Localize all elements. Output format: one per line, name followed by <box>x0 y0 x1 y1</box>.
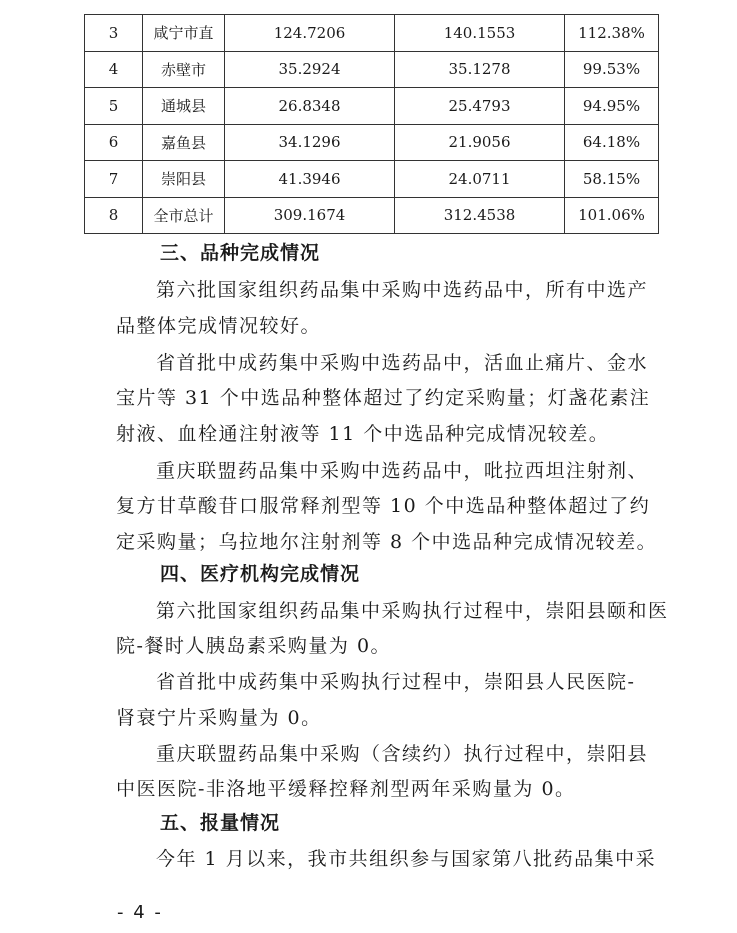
paragraph-line: 今年 1 月以来，我市共组织参与国家第八批药品集中采 <box>156 848 657 870</box>
row-number: 7 <box>85 161 143 198</box>
percent-cell: 101.06% <box>565 197 659 234</box>
section-heading: 五、报量情况 <box>160 812 281 834</box>
row-number: 4 <box>85 51 143 88</box>
section-heading: 三、品种完成情况 <box>160 242 321 264</box>
table-row <box>85 197 659 234</box>
region-name: 崇阳县 <box>143 161 225 198</box>
paragraph-line: 重庆联盟药品集中采购（含续约）执行过程中，崇阳县 <box>156 743 649 765</box>
value-cell: 35.2924 <box>225 51 395 88</box>
value-cell: 140.1553 <box>395 15 565 52</box>
region-name: 咸宁市直 <box>143 15 225 52</box>
paragraph-line: 定采购量；乌拉地尔注射剂等 8 个中选品种完成情况较差。 <box>116 531 658 553</box>
paragraph-line: 品整体完成情况较好。 <box>116 315 322 337</box>
paragraph-line: 射液、血栓通注射液等 11 个中选品种完成情况较差。 <box>116 423 610 445</box>
paragraph-line: 复方甘草酸苷口服常释剂型等 10 个中选品种整体超过了约 <box>116 495 651 517</box>
value-cell: 21.9056 <box>395 124 565 161</box>
region-name: 嘉鱼县 <box>143 124 225 161</box>
value-cell: 312.4538 <box>395 197 565 234</box>
section-heading: 四、医疗机构完成情况 <box>160 563 361 585</box>
row-number: 3 <box>85 15 143 52</box>
procurement-table <box>84 14 659 234</box>
value-cell: 25.4793 <box>395 88 565 125</box>
paragraph-line: 省首批中成药集中采购执行过程中，崇阳县人民医院- <box>156 671 636 693</box>
row-number: 6 <box>85 124 143 161</box>
percent-cell: 58.15% <box>565 161 659 198</box>
value-cell: 34.1296 <box>225 124 395 161</box>
percent-cell: 64.18% <box>565 124 659 161</box>
value-cell: 35.1278 <box>395 51 565 88</box>
table-row <box>85 161 659 198</box>
value-cell: 24.0711 <box>395 161 565 198</box>
table-row <box>85 88 659 125</box>
value-cell: 41.3946 <box>225 161 395 198</box>
paragraph-line: 重庆联盟药品集中采购中选药品中，吡拉西坦注射剂、 <box>156 460 649 482</box>
table-row <box>85 15 659 52</box>
value-cell: 309.1674 <box>225 197 395 234</box>
paragraph-line: 第六批国家组织药品集中采购执行过程中，崇阳县颐和医 <box>156 600 669 622</box>
region-name: 通城县 <box>143 88 225 125</box>
table-row <box>85 51 659 88</box>
row-number: 5 <box>85 88 143 125</box>
paragraph-line: 肾衰宁片采购量为 0。 <box>116 707 322 729</box>
paragraph-line: 院-餐时人胰岛素采购量为 0。 <box>116 635 392 657</box>
paragraph-line: 宝片等 31 个中选品种整体超过了约定采购量；灯盏花素注 <box>116 387 651 409</box>
table-row <box>85 124 659 161</box>
row-number: 8 <box>85 197 143 234</box>
paragraph-line: 省首批中成药集中采购中选药品中，活血止痛片、金水 <box>156 352 649 374</box>
region-name: 赤壁市 <box>143 51 225 88</box>
page-number: - 4 - <box>117 902 163 923</box>
paragraph-line: 中医医院-非洛地平缓释控释剂型两年采购量为 0。 <box>116 778 576 800</box>
value-cell: 124.7206 <box>225 15 395 52</box>
percent-cell: 94.95% <box>565 88 659 125</box>
paragraph-line: 第六批国家组织药品集中采购中选药品中，所有中选产 <box>156 279 649 301</box>
percent-cell: 99.53% <box>565 51 659 88</box>
percent-cell: 112.38% <box>565 15 659 52</box>
region-name: 全市总计 <box>143 197 225 234</box>
value-cell: 26.8348 <box>225 88 395 125</box>
